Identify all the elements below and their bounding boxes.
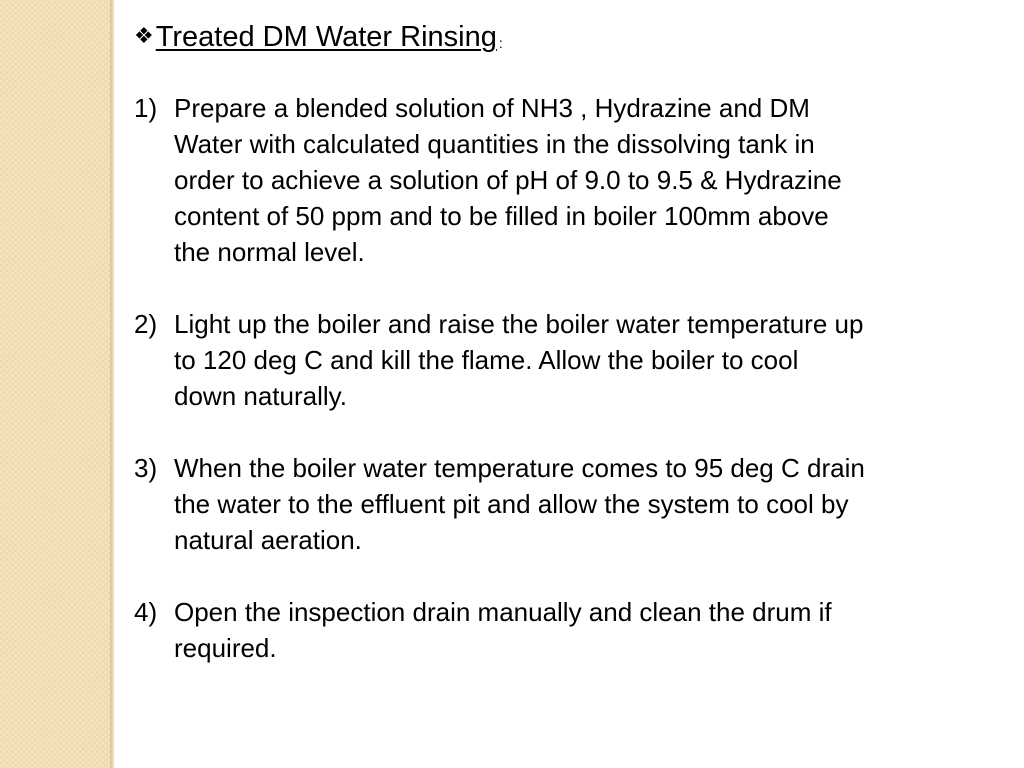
slide-title [134,18,503,61]
decorative-side-band [0,0,110,768]
step-item-3 [134,450,1014,558]
step-text [174,450,1014,558]
step-number: 1) [134,93,158,123]
step-line: down naturally. [174,381,347,411]
step-line: Light up the boiler and raise the boiler water temperature up [174,309,864,339]
step-number: 2) [134,309,158,339]
step-number: 4) [134,597,158,627]
diamond-bullet-icon: ❖ [134,23,154,48]
slide-title-colon: : [498,35,503,51]
step-line: order to achieve a solution of pH of 9.0 to 9.5 & Hydrazine [174,165,842,195]
step-item-4 [134,594,1014,666]
step-line: Open the inspection drain manually and clean the drum if [174,597,832,627]
step-line: to 120 deg C and kill the flame. Allow the boiler to cool [174,345,799,375]
step-text [174,90,1014,270]
step-line: Prepare a blended solution of NH3 , Hydrazine and DM [174,93,810,123]
step-text [174,594,1014,666]
step-number: 3) [134,453,158,483]
step-line: the water to the effluent pit and allow the system to cool by [174,489,849,519]
step-line: content of 50 ppm and to be filled in boiler 100mm above [174,201,829,231]
step-line: the normal level. [174,237,365,267]
step-item-1 [134,90,1014,270]
side-band-edge [110,0,114,768]
step-line: natural aeration. [174,525,362,555]
step-line: When the boiler water temperature comes to 95 deg C drain [174,453,865,483]
step-text [174,306,1014,414]
slide-title-text: Treated DM Water Rinsing [155,21,497,53]
step-line: required. [174,633,277,663]
step-list [134,90,1014,702]
step-line: Water with calculated quantities in the dissolving tank in [174,129,815,159]
step-item-2 [134,306,1014,414]
